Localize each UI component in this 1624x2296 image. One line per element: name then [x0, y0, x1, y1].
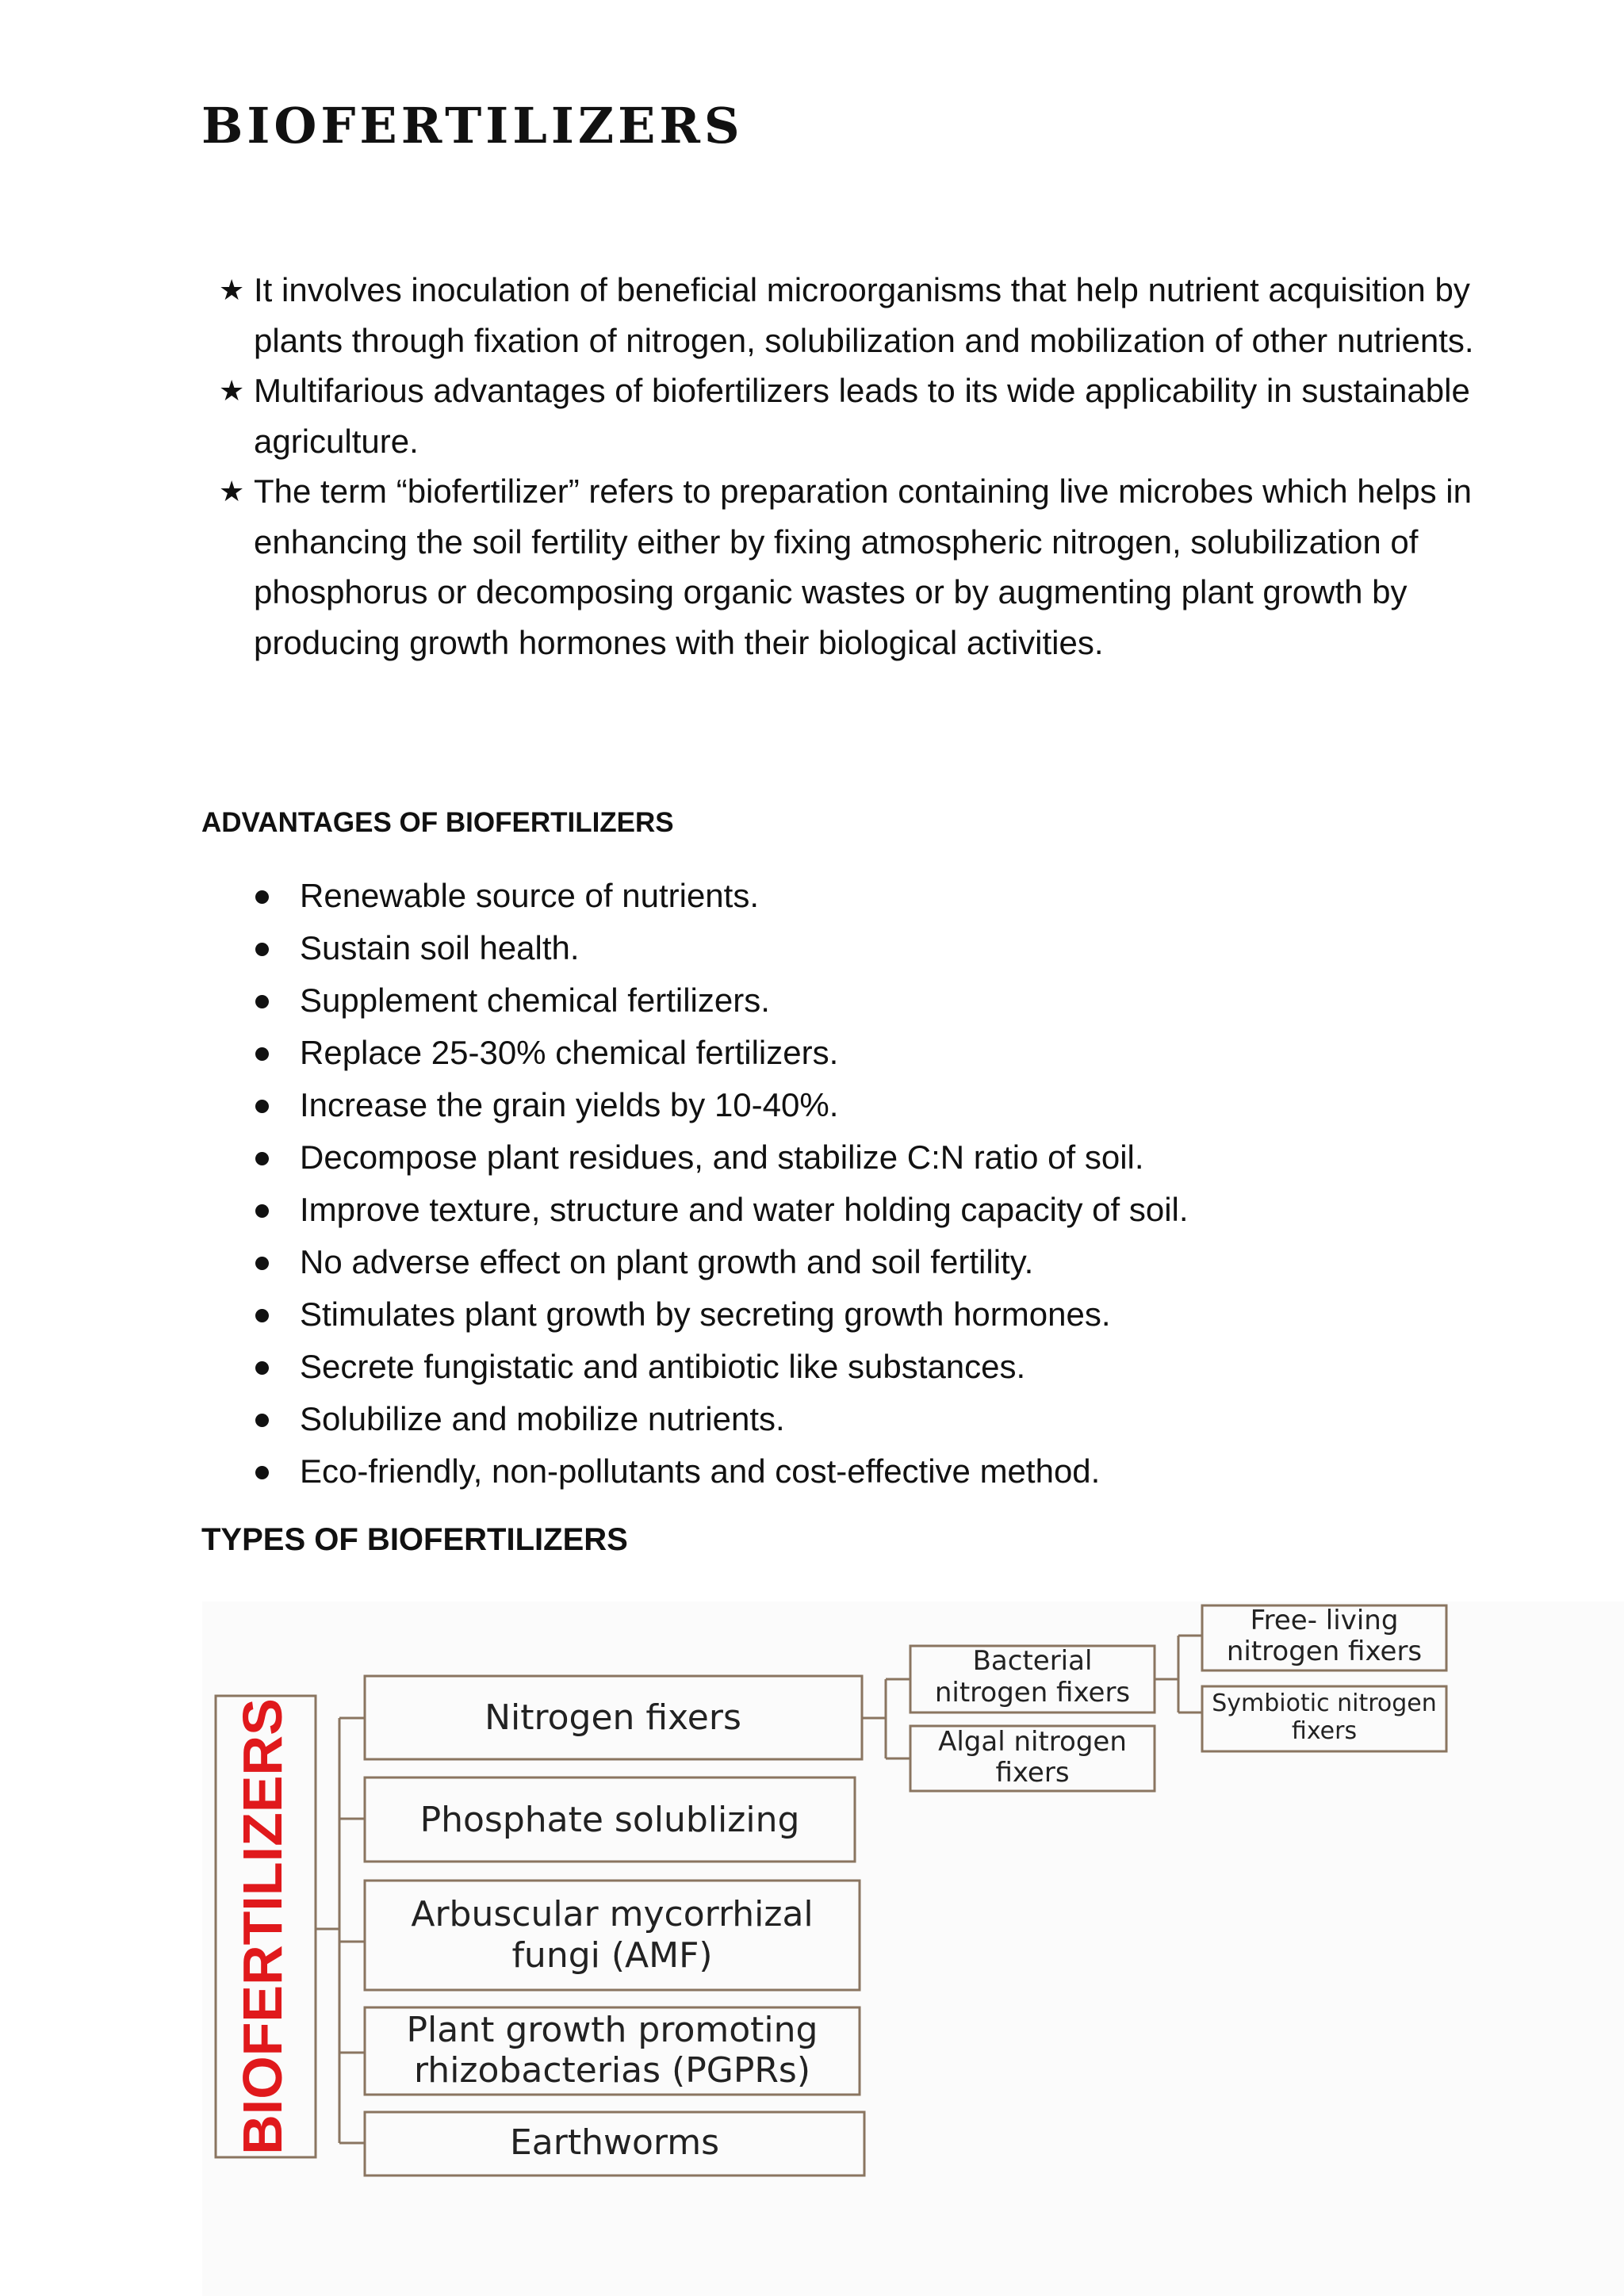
- phosphate-label: Phosphate solublizing: [419, 1800, 800, 1840]
- symbiotic-label-line1: Symbiotic nitrogen: [1212, 1689, 1437, 1717]
- star-icon: ★: [219, 475, 245, 507]
- root-label: BIOFERTILIZERS: [232, 1698, 293, 2155]
- free-living-label-line1: Free- living: [1250, 1605, 1399, 1636]
- algal-label-line1: Algal nitrogen: [938, 1726, 1127, 1758]
- list-item: ★ The term “biofertilizer” refers to preparation containing live microbes which helps in enhancing the soil fertility either by fixing atmospheric nitrogen, solubilization of phosphorus or decomposing organic wastes or by augmenting plant growth by producing growth hormones with their biological activities.: [254, 466, 1554, 668]
- list-item: No adverse effect on plant growth and soil fertility.: [300, 1236, 1189, 1288]
- list-item: Decompose plant residues, and stabilize C:N ratio of soil.: [300, 1131, 1189, 1184]
- list-item: ★ Multifarious advantages of biofertilizers leads to its wide applicability in sustainable agriculture.: [254, 365, 1554, 466]
- list-item: Supplement chemical fertilizers.: [300, 974, 1189, 1027]
- advantages-heading: ADVANTAGES OF BIOFERTILIZERS: [201, 807, 674, 838]
- amf-label-line1: Arbuscular mycorrhizal: [411, 1894, 814, 1934]
- list-item: Solubilize and mobilize nutrients.: [300, 1393, 1189, 1445]
- types-heading: TYPES OF BIOFERTILIZERS: [201, 1522, 628, 1557]
- nitrogen-connector: [862, 1679, 910, 1758]
- list-item: Stimulates plant growth by secreting growth hormones.: [300, 1288, 1189, 1341]
- list-item: Improve texture, structure and water holding capacity of soil.: [300, 1184, 1189, 1236]
- pgpr-label-line1: Plant growth promoting: [406, 2010, 818, 2050]
- bacterial-label-line1: Bacterial: [972, 1645, 1093, 1677]
- earthworms-label: Earthworms: [510, 2122, 719, 2163]
- star-icon: ★: [219, 374, 245, 407]
- list-item: Renewable source of nutrients.: [300, 870, 1189, 922]
- list-item: Replace 25-30% chemical fertilizers.: [300, 1027, 1189, 1079]
- page-title: BIOFERTILIZERS: [201, 97, 744, 155]
- list-item: Eco-friendly, non-pollutants and cost-effective method.: [300, 1445, 1189, 1498]
- star-icon: ★: [219, 274, 245, 306]
- list-item: Secrete fungistatic and antibiotic like substances.: [300, 1341, 1189, 1393]
- list-item: Sustain soil health.: [300, 922, 1189, 974]
- list-item: Increase the grain yields by 10-40%.: [300, 1079, 1189, 1131]
- root-connector: [316, 1718, 365, 2143]
- bacterial-connector: [1155, 1636, 1202, 1712]
- amf-label-line2: fungi (AMF): [511, 1935, 713, 1976]
- algal-label-line2: fixers: [995, 1757, 1070, 1789]
- bacterial-label-line2: nitrogen fixers: [934, 1677, 1131, 1709]
- nitrogen-fixers-label: Nitrogen fixers: [485, 1697, 741, 1738]
- free-living-label-line2: nitrogen fixers: [1226, 1636, 1423, 1667]
- list-item: ★ It involves inoculation of beneficial microorganisms that help nutrient acquisition by plants through fixation of nitrogen, solubilization and mobilization of other nutrients.: [254, 265, 1554, 365]
- pgpr-label-line2: rhizobacterias (PGPRs): [413, 2050, 811, 2091]
- symbiotic-label-line2: fixers: [1291, 1717, 1358, 1745]
